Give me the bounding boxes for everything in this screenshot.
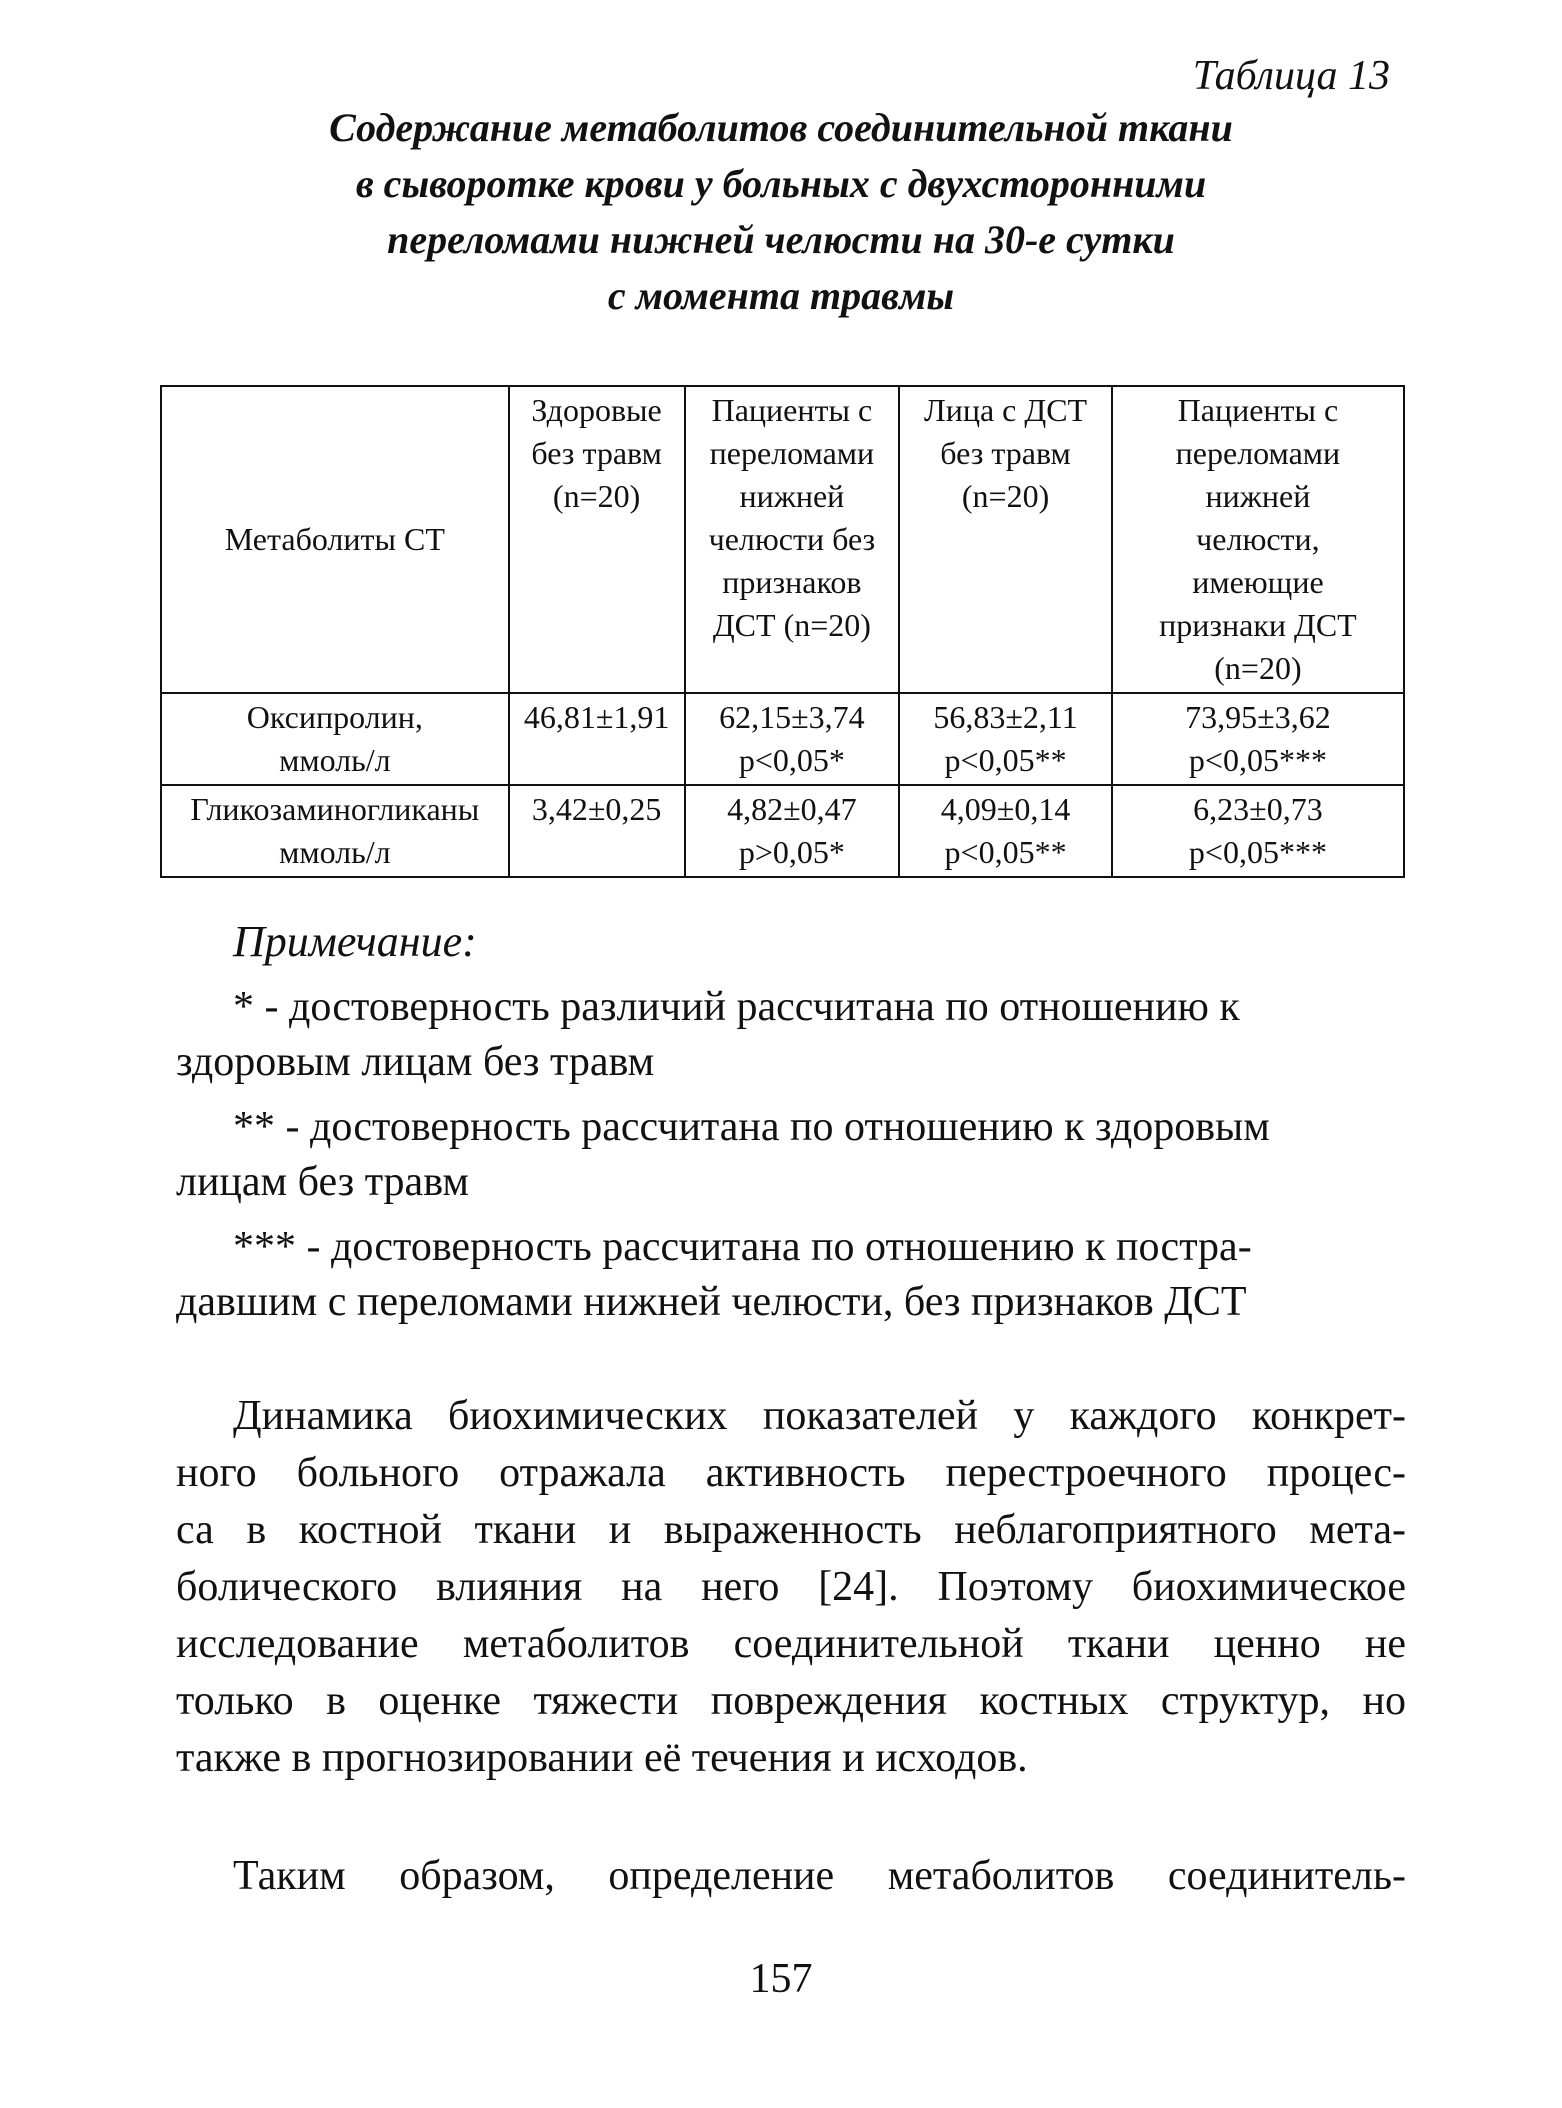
note-single-asterisk: * - достоверность различий рассчитана по отношению к здоровым лицам без травм [176,984,1240,1085]
metabolites-table [160,385,1405,878]
table-cell: 46,81±1,91 [509,693,685,785]
table-cell: Гликозаминогликаны ммоль/л [161,785,509,877]
note-double-asterisk: ** - достоверность рассчитана по отношению к здоровым лицам без травм [176,1104,1270,1205]
table-label: Таблица 13 [1192,53,1390,99]
body-paragraph: Динамика биохимических показателей у каждого конкрет- ного больного отражала активность перестроечного процес- са в костной ткани и выраженность неблагоприятного мета- болического влияния на него [24]. Поэтому биохимическое исследование метаболитов соединительной ткани ценно не только в оценке тяжести повреждения костных структур, но также в прогнозировании её течения и исходов. [176,1393,1406,1781]
page-number: 157 [749,1956,813,2002]
note-title: Примечание: [233,917,477,966]
table-cell: 73,95±3,62 p<0,05*** [1112,693,1404,785]
note-triple-asterisk: *** - достоверность рассчитана по отношению к постра- давшим с переломами нижней челюсти, без признаков ДСТ [176,1224,1252,1325]
table-title-line: Содержание метаболитов соединительной ткани [329,105,1233,150]
header-dst-no-trauma: Лица с ДСТ без травм (n=20) [899,386,1112,693]
table-cell: 6,23±0,73 p<0,05*** [1112,785,1404,877]
table-row [161,785,1404,877]
header-fracture-no-dst: Пациенты с переломами нижней челюсти без признаков ДСТ (n=20) [685,386,900,693]
table-cell: 4,82±0,47 p>0,05* [685,785,900,877]
table-cell: Оксипролин, ммоль/л [161,693,509,785]
table-header-row [161,386,1404,693]
table-cell: 3,42±0,25 [509,785,685,877]
table-cell: 56,83±2,11 p<0,05** [899,693,1112,785]
header-healthy: Здоровые без травм (n=20) [509,386,685,693]
table-cell: 62,15±3,74 p<0,05* [685,693,900,785]
header-fracture-with-dst: Пациенты с переломами нижней челюсти, имеющие признаки ДСТ (n=20) [1112,386,1404,693]
table-title-line: в сыворотке крови у больных с двухсторонними [355,161,1207,206]
table-cell: 4,09±0,14 p<0,05** [899,785,1112,877]
body-paragraph: Таким образом, определение метаболитов соединитель- [233,1853,1406,1899]
header-metabolites: Метаболиты СТ [161,386,509,693]
table-title [200,100,1362,324]
table-title-line: с момента травмы [607,273,955,318]
table-row [161,693,1404,785]
table-title-line: переломами нижней челюсти на 30-е сутки [387,217,1175,262]
